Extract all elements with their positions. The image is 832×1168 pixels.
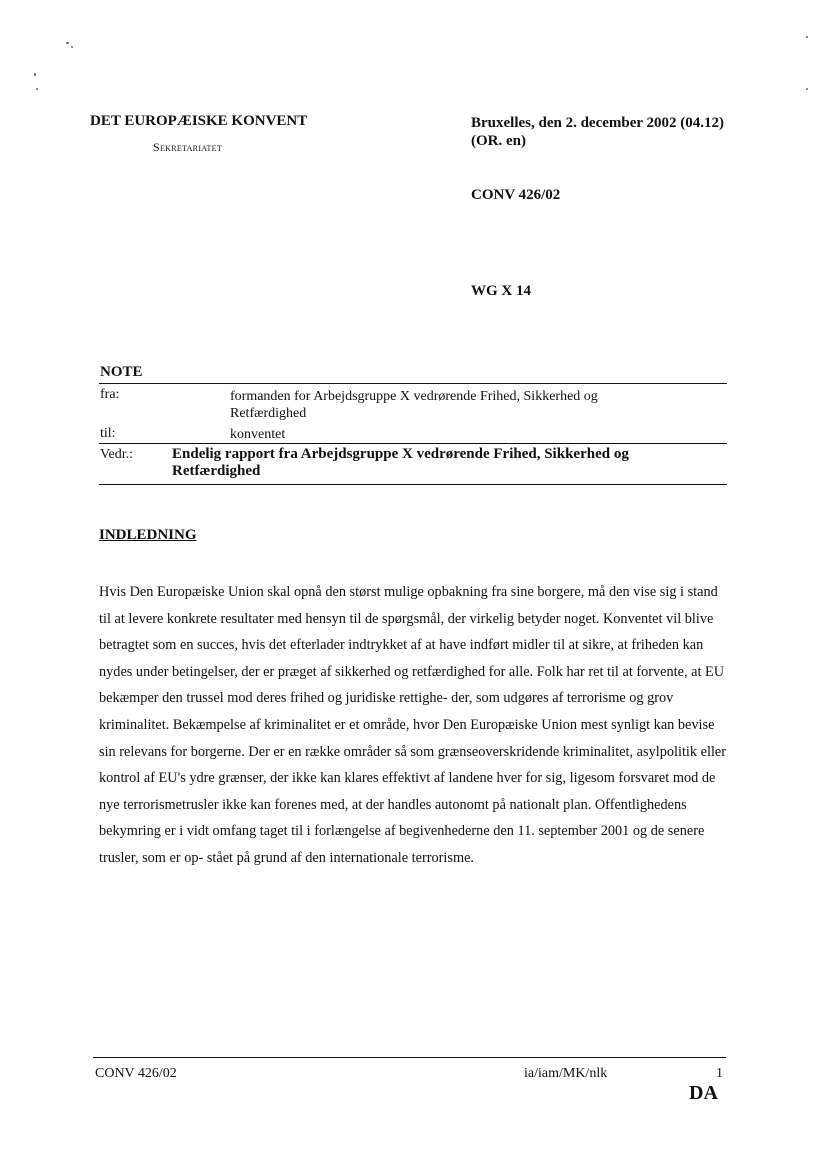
scan-speck (806, 88, 808, 90)
body-paragraph: Hvis Den Europæiske Union skal opnå den størst mulige opbakning fra sine borgere, må den vise sig i stand til at levere konkrete resultater med hensyn til de spørgsmål, der virkelig betyder noget. Konventet vil blive betragtet som en succes, hvis det efterlader indtrykket af at have indført midler til at sikre, at friheden kan nydes under betingelser, der er præget af sikkerhed og retfærdighed for alle. Folk har ret til at forvente, at EU bekæmper den trussel mod deres frihed og juridiske rettighe- der, som udgøres af terrorisme og grov kriminalitet. Bekæmpelse af kriminalitet er et område, hvor Den Europæiske Union mest synligt kan bevise sin relevans for borgerne. Der er en række områder så som grænseoverskridende kriminalitet, asylpolitik eller kontrol af EU's ydre grænser, der ikke kan klares effektivt af landene hver for sig, ligesom forsvaret mod de nye terrorismetrusler ikke kan forenes med, at der handles autonomt på nationalt plan. Offentlighedens bekymring er i vidt omfang taget til i forlængelse af begivenhederne den 11. september 2001 og de senere trusler, som er op- stået på grund af den internationale terrorisme. (99, 584, 727, 866)
scan-speck (806, 36, 808, 38)
working-group-reference: WG X 14 (471, 283, 531, 299)
note-divider-middle (99, 443, 727, 444)
scan-speck (34, 73, 36, 76)
footer-document-reference: CONV 426/02 (95, 1066, 177, 1081)
to-value: konventet (230, 427, 286, 442)
original-language: (OR. en) (471, 133, 526, 149)
scan-speck (71, 46, 73, 48)
from-label: fra: (100, 387, 120, 402)
section-heading: INDLEDNING (99, 527, 197, 543)
subject-label: Vedr.: (100, 447, 134, 462)
scan-speck (36, 88, 38, 90)
subject-value: Endelig rapport fra Arbejdsgruppe X vedrørende Frihed, Sikkerhed og Retfærdighed (172, 446, 629, 479)
page-number: 1 (716, 1066, 723, 1081)
organization-name: DET EUROPÆISKE KONVENT (90, 113, 308, 129)
language-code: DA (689, 1082, 718, 1104)
footer-divider (93, 1057, 726, 1058)
footer-initials: ia/iam/MK/nlk (524, 1066, 608, 1081)
note-divider-top (99, 383, 727, 384)
note-title: NOTE (100, 364, 143, 380)
from-value: formanden for Arbejdsgruppe X vedrørende Frihed, Sikkerhed og Retfærdighed (230, 389, 598, 421)
scan-speck (66, 42, 69, 44)
date-line: Bruxelles, den 2. december 2002 (04.12) (471, 115, 725, 131)
organization-subtitle: Sekretariatet (153, 140, 223, 154)
to-label: til: (100, 426, 116, 441)
note-divider-bottom (99, 484, 727, 485)
document-reference: CONV 426/02 (471, 187, 561, 203)
